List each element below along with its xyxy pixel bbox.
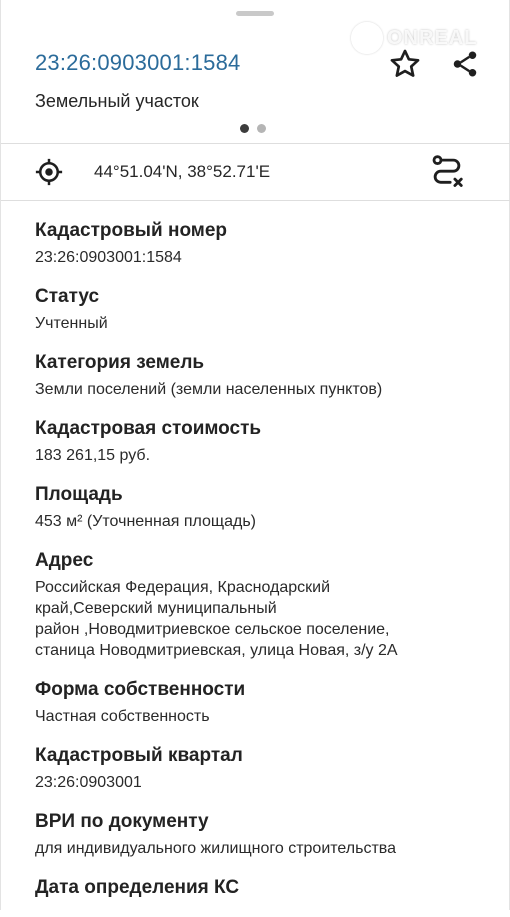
- field-label: Статус: [35, 286, 100, 307]
- star-icon: [388, 47, 422, 81]
- favorite-button[interactable]: [385, 44, 425, 84]
- field-value: 183 261,15 руб.: [35, 447, 151, 464]
- field-value: Частная собственность: [35, 708, 210, 725]
- cadastral-title[interactable]: 23:26:0903001:1584: [35, 50, 241, 75]
- field-value: 453 м² (Уточненная площадь): [35, 513, 256, 530]
- field-cadastral-number: [35, 218, 485, 268]
- field-value: для индивидуального жилищного строительства: [35, 840, 396, 857]
- field-valuation-date: [35, 875, 485, 901]
- crosshair-icon: [34, 157, 64, 187]
- coordinates-row: [1, 144, 510, 200]
- details-list: [35, 218, 485, 917]
- field-value[interactable]: 23:26:0903001: [35, 774, 142, 791]
- field-land-category: [35, 350, 485, 400]
- route-icon: [428, 153, 466, 191]
- field-label: ВРИ по документу: [35, 811, 209, 832]
- locate-button[interactable]: [31, 154, 67, 190]
- field-label: Категория земель: [35, 352, 205, 373]
- watermark: [351, 18, 510, 58]
- share-button[interactable]: [445, 44, 485, 84]
- route-button[interactable]: [427, 152, 467, 192]
- object-type: Земельный участок: [35, 91, 199, 111]
- field-ownership-form: [35, 677, 485, 727]
- watermark-text: ONREAL: [387, 26, 478, 49]
- field-cadastral-quarter: [35, 743, 485, 793]
- field-label: Площадь: [35, 484, 123, 505]
- field-value[interactable]: 23:26:0903001:1584: [35, 249, 182, 266]
- field-permitted-use: [35, 809, 485, 859]
- coordinates-text[interactable]: 44°51.04'N, 38°52.71'E: [94, 162, 271, 181]
- drag-handle[interactable]: [236, 11, 274, 16]
- page-indicator: [240, 124, 266, 133]
- field-label: Кадастровый квартал: [35, 745, 243, 766]
- field-label: Форма собственности: [35, 679, 246, 700]
- page-dot-2[interactable]: [257, 124, 266, 133]
- field-cadastral-value: [35, 416, 485, 466]
- field-label: Кадастровый номер: [35, 220, 228, 241]
- field-status: [35, 284, 485, 334]
- share-icon: [450, 49, 480, 79]
- field-label: Дата определения КС: [35, 877, 240, 898]
- field-value: Учтенный: [35, 315, 108, 332]
- field-area: [35, 482, 485, 532]
- field-label: Адрес: [35, 550, 94, 571]
- field-label: Кадастровая стоимость: [35, 418, 262, 439]
- field-value: Земли поселений (земли населенных пунктов): [35, 381, 383, 398]
- field-value[interactable]: Российская Федерация, Краснодарский край,Северский муниципальный район ,Новодмитриевское сельское поселение, станица Новодмитриевская, улица Новая, з/у 2А: [35, 579, 398, 659]
- divider-coords: [1, 200, 510, 201]
- field-address: [35, 548, 485, 661]
- page-dot-1[interactable]: [240, 124, 249, 133]
- watermark-logo-icon: [351, 22, 383, 54]
